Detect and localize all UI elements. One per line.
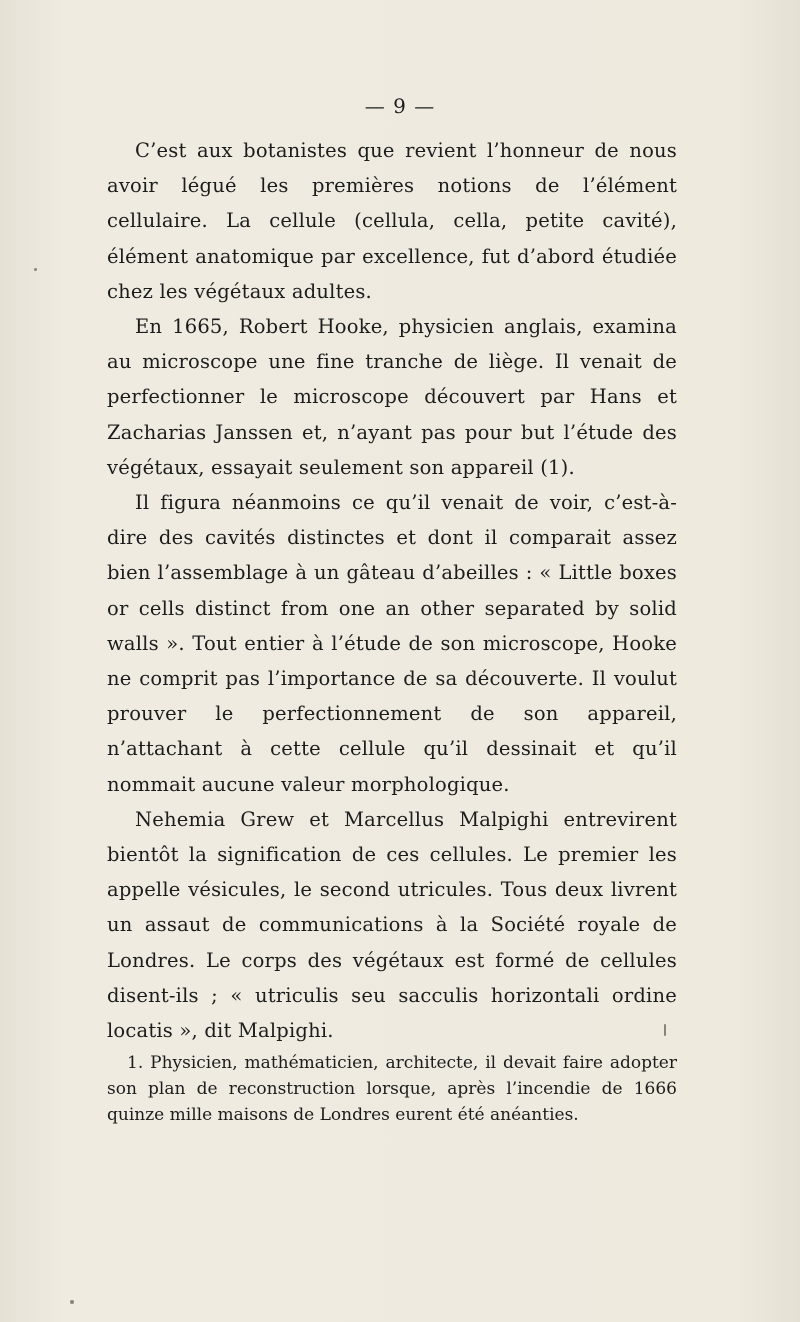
footnote	[107, 1050, 677, 1128]
paragraph-hooke: En 1665, Robert Hooke, physicien anglais, examina au microscope une fine tranche de liège. Il venait de perfectionner le microscope découvert par Hans et Zacharias Janssen et, n’ayant pas pour but l’étude des végétaux, essayait seulement son appareil (1).	[107, 315, 677, 479]
paragraph-grew-malpighi: Nehemia Grew et Marcellus Malpighi entrevirent bientôt la signification de ces cellules. Le premier les appelle vésicules, le second utricules. Tous deux livrent un assaut de communications à la Société royale de Londres. Le corps des végétaux est formé de cellules disent-ils ; « utriculis seu sacculis horizontali ordine locatis », dit Malpighi.	[107, 807, 677, 1043]
body-text	[107, 133, 677, 1048]
paragraph-botanists: C’est aux botanistes que revient l’honneur de nous avoir légué les premières notions de l’élément cellulaire. La cellule (cellula, cella, petite cavité), élément anatomique par excellence, fut d’abord étudiée chez les végétaux adultes.	[107, 139, 677, 303]
paper-speck	[34, 268, 37, 271]
footnote-text: 1. Physicien, mathématicien, architecte, il devait faire adopter son plan de reconstruction lorsque, après l’incendie de 1666 quinze mille maisons de Londres eurent été anéanties.	[107, 1053, 677, 1125]
paper-speck	[664, 1024, 666, 1036]
paragraph-cells: Il figura néanmoins ce qu’il venait de voir, c’est-à-dire des cavités distinctes et dont il comparait assez bien l’assemblage à un gâteau d’abeilles : « Little boxes or cells distinct from one an other separated by solid walls ». Tout entier à l’étude de son microscope, Hooke ne comprit pas l’importance de sa découverte. Il voulut prouver le perfectionnement de son appareil, n’attachant à cette cellule qu’il dessinait et qu’il nommait aucune valeur morphologique.	[107, 491, 677, 796]
paper-speck	[70, 1300, 74, 1304]
page-number: — 9 —	[364, 94, 436, 118]
